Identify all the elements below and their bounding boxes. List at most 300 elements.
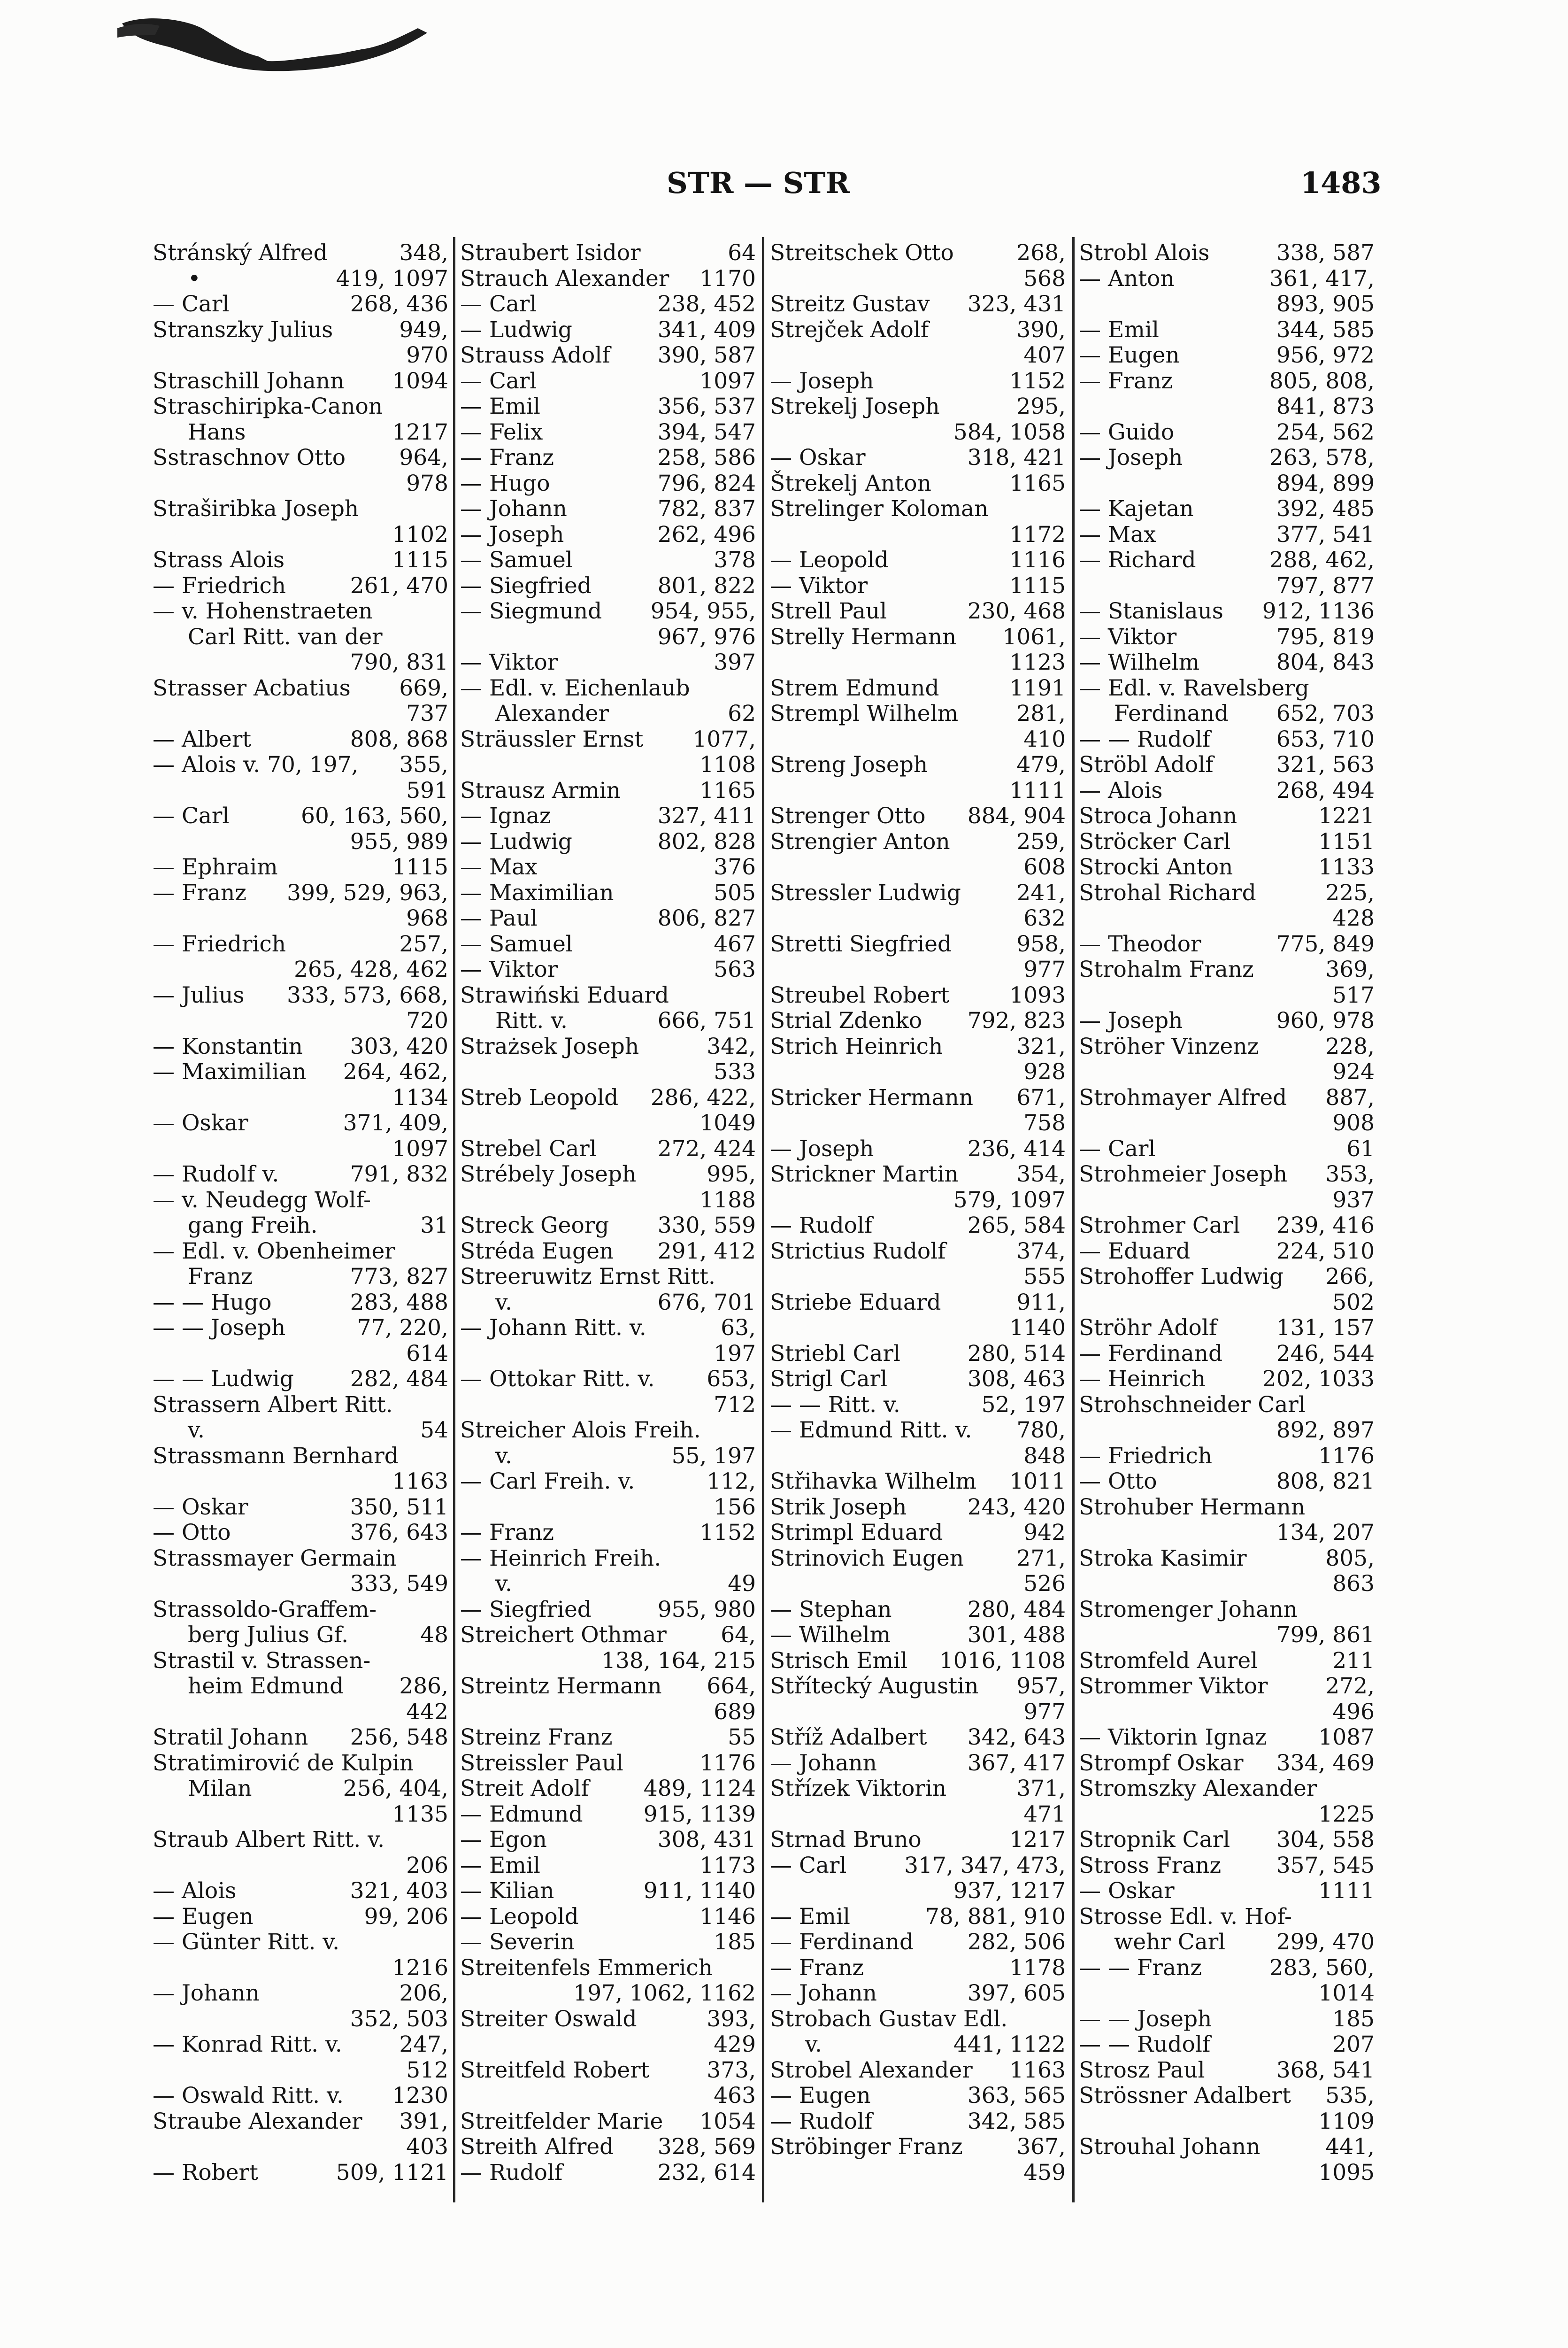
index-entry: [770, 2109, 1066, 2135]
entry-page-refs: 308, 431: [657, 1827, 756, 1853]
entry-name: Strictius Rudolf: [770, 1238, 946, 1264]
index-entry: [1079, 1802, 1375, 1828]
index-entry: [153, 1955, 448, 1981]
index-entry: [153, 1264, 448, 1290]
entry-name: — Otto: [1079, 1468, 1157, 1494]
entry-name: Střihavka Wilhelm: [770, 1468, 977, 1494]
index-entry: [770, 2007, 1066, 2032]
index-entry: [460, 1367, 756, 1392]
entry-name: — Alois: [153, 1878, 237, 1904]
index-entry: [1079, 317, 1375, 343]
index-entry: [153, 1444, 448, 1469]
index-entry: [1079, 2160, 1375, 2186]
index-entry: [153, 906, 448, 932]
entry-page-refs: 317, 347, 473,: [904, 1852, 1066, 1878]
entry-page-refs: 780,: [1016, 1417, 1066, 1443]
index-entry: [153, 957, 448, 983]
index-entry: [1079, 1136, 1375, 1162]
entry-page-refs: 1178: [1009, 1954, 1066, 1981]
entry-page-refs: 330, 559: [657, 1213, 756, 1238]
index-entry: [770, 1059, 1066, 1085]
index-entry: [1079, 1725, 1375, 1751]
entry-page-refs: 185: [714, 1929, 756, 1955]
entry-name: v.: [495, 1289, 512, 1315]
entry-name: v.: [188, 1417, 205, 1443]
entry-page-refs: 892, 897: [1276, 1417, 1375, 1443]
entry-name: — Julius: [153, 982, 245, 1008]
entry-page-refs: 399, 529, 963,: [287, 880, 448, 906]
index-entry: [1079, 880, 1375, 906]
entry-page-refs: 286, 422,: [650, 1084, 756, 1111]
entry-page-refs: 942: [1023, 1520, 1066, 1545]
entry-page-refs: 1102: [392, 521, 448, 548]
entry-name: — Viktor: [460, 649, 558, 675]
entry-name: Straube Alexander: [153, 2108, 362, 2134]
entry-page-refs: 338, 587: [1276, 240, 1375, 266]
entry-page-refs: 1151: [1318, 828, 1375, 855]
index-entry: [770, 1469, 1066, 1495]
entry-name: — Ignaz: [460, 803, 551, 829]
entry-name: — Ludwig: [460, 828, 572, 855]
index-entry: [153, 1111, 448, 1136]
entry-page-refs: 299, 470: [1276, 1929, 1375, 1955]
index-entry: [153, 1597, 448, 1623]
entry-page-refs: 353,: [1325, 1161, 1375, 1187]
entry-page-refs: 796, 824: [657, 470, 756, 496]
entry-page-refs: 206: [406, 1852, 448, 1878]
entry-page-refs: 509, 1121: [336, 2159, 448, 2186]
entry-name: berg Julius Gf.: [188, 1622, 349, 1648]
entry-page-refs: 49: [728, 1571, 756, 1597]
entry-name: Stressler Ludwig: [770, 880, 961, 906]
entry-name: •: [188, 265, 201, 292]
index-entry: [770, 1341, 1066, 1367]
index-entry: [770, 803, 1066, 829]
index-entry: [770, 1904, 1066, 1930]
entry-name: — Maximilian: [153, 1059, 307, 1085]
entry-name: — Joseph: [770, 368, 874, 394]
index-entry: [153, 522, 448, 548]
entry-page-refs: 378: [714, 547, 756, 573]
entry-name: Strimpl Eduard: [770, 1520, 943, 1545]
index-entry: [770, 1162, 1066, 1188]
index-entry: [153, 1008, 448, 1034]
index-entry: [153, 2007, 448, 2032]
index-entry: [770, 855, 1066, 880]
entry-name: — Hugo: [460, 470, 550, 496]
index-entry: [460, 932, 756, 958]
entry-name: Strassmayer Germain: [153, 1545, 397, 1571]
index-entry: [1079, 420, 1375, 446]
entry-page-refs: 407: [1023, 342, 1066, 368]
entry-name: — Carl: [460, 291, 537, 317]
entry-name: — Johann: [153, 1980, 260, 2006]
entry-page-refs: 1217: [392, 419, 448, 445]
index-entry: [460, 855, 756, 880]
entry-page-refs: 1116: [1009, 547, 1066, 573]
entry-page-refs: 112,: [707, 1468, 756, 1494]
entry-name: — Konrad Ritt. v.: [153, 2031, 342, 2057]
entry-name: — Franz: [770, 1954, 864, 1981]
entry-page-refs: 1163: [392, 1468, 448, 1494]
entry-page-refs: 64: [728, 240, 756, 266]
index-entry: [153, 1751, 448, 1776]
index-entry: [770, 1546, 1066, 1572]
index-entry: [770, 1622, 1066, 1648]
entry-name: Strohuber Hermann: [1079, 1494, 1306, 1520]
index-entry: [153, 1853, 448, 1879]
index-entry: [460, 1213, 756, 1239]
index-entry: [1079, 1930, 1375, 1955]
entry-name: — Eugen: [153, 1903, 254, 1930]
entry-name: — Ottokar Ritt. v.: [460, 1366, 655, 1392]
entry-page-refs: 808, 821: [1276, 1468, 1375, 1494]
entry-name: Streitfeld Robert: [460, 2057, 650, 2083]
index-entry: [770, 2083, 1066, 2109]
index-entry: [460, 1264, 756, 1290]
entry-page-refs: 563: [714, 957, 756, 982]
index-entry: [1079, 752, 1375, 778]
index-entry: [153, 292, 448, 317]
entry-name: — v. Hohenstraeten: [153, 598, 373, 624]
entry-page-refs: 367, 417: [967, 1750, 1066, 1776]
entry-name: Strosz Paul: [1079, 2057, 1205, 2083]
entry-name: Strohalm Franz: [1079, 957, 1254, 982]
entry-page-refs: 371,: [1016, 1776, 1066, 1801]
entry-name: v.: [495, 1443, 512, 1469]
entry-page-refs: 344, 585: [1276, 317, 1375, 343]
index-entry: [770, 1981, 1066, 2007]
entry-page-refs: 243, 420: [967, 1494, 1066, 1520]
entry-page-refs: 505: [714, 880, 756, 906]
entry-page-refs: 689: [714, 1699, 756, 1725]
entry-name: Ritt. v.: [495, 1008, 568, 1034]
index-entry: [153, 1367, 448, 1392]
entry-page-refs: 632: [1023, 905, 1066, 931]
entry-page-refs: 1133: [1318, 854, 1375, 880]
entry-name: — Kilian: [460, 1878, 554, 1904]
entry-page-refs: 955, 980: [657, 1596, 756, 1622]
entry-page-refs: 60, 163, 560,: [301, 803, 448, 829]
entry-name: v.: [495, 1571, 512, 1597]
entry-name: — Anton: [1079, 265, 1175, 292]
entry-name: Streitschek Otto: [770, 240, 954, 266]
entry-name: Straširibka Joseph: [153, 496, 359, 522]
entry-page-refs: 259,: [1016, 828, 1066, 855]
entry-page-refs: 908: [1332, 1110, 1375, 1136]
entry-page-refs: 954, 955,: [650, 598, 756, 624]
index-entry: [770, 420, 1066, 446]
entry-page-refs: 185: [1332, 2006, 1375, 2032]
index-entry: [1079, 1469, 1375, 1495]
index-entry: [770, 880, 1066, 906]
entry-page-refs: 1152: [1009, 368, 1066, 394]
entry-name: — Eugen: [770, 2083, 871, 2109]
index-entry: [153, 1725, 448, 1751]
entry-page-refs: 48: [420, 1622, 448, 1648]
index-entry: [153, 1827, 448, 1853]
entry-page-refs: 390,: [1016, 317, 1066, 343]
entry-page-refs: 369,: [1325, 957, 1375, 982]
entry-name: — Oskar: [770, 445, 866, 471]
index-entry: [1079, 1955, 1375, 1981]
entry-name: Strickner Martin: [770, 1161, 959, 1187]
index-entry: [770, 573, 1066, 599]
entry-name: Strelinger Koloman: [770, 496, 989, 522]
entry-name: Stross Franz: [1079, 1852, 1222, 1878]
entry-page-refs: 479,: [1016, 752, 1066, 778]
entry-name: Streichert Othmar: [460, 1622, 667, 1648]
index-entry: [1079, 2109, 1375, 2135]
entry-page-refs: 1087: [1318, 1724, 1375, 1750]
entry-page-refs: 334, 469: [1276, 1750, 1375, 1776]
entry-page-refs: 955, 989: [350, 828, 448, 855]
entry-page-refs: 915, 1139: [643, 1801, 756, 1827]
entry-page-refs: 295,: [1016, 394, 1066, 419]
index-entry: [1079, 957, 1375, 983]
entry-page-refs: 712: [714, 1391, 756, 1418]
entry-page-refs: 356, 537: [657, 394, 756, 419]
entry-name: — v. Neudegg Wolf-: [153, 1187, 371, 1213]
entry-name: — Eduard: [1079, 1238, 1191, 1264]
entry-page-refs: 608: [1023, 854, 1066, 880]
index-entry: [460, 292, 756, 317]
entry-page-refs: 977: [1023, 957, 1066, 982]
entry-name: Strobach Gustav Edl.: [770, 2006, 1008, 2032]
entry-page-refs: 286,: [399, 1673, 448, 1699]
entry-name: Stratil Johann: [153, 1724, 308, 1750]
entry-page-refs: 247,: [399, 2031, 448, 2057]
entry-name: — Edl. v. Ravelsberg: [1079, 675, 1309, 701]
entry-name: — Oskar: [153, 1494, 248, 1520]
index-entry: [153, 1239, 448, 1265]
index-column-3: [770, 240, 1066, 2213]
index-entry: [153, 1418, 448, 1444]
index-entry: [1079, 803, 1375, 829]
index-entry: [770, 752, 1066, 778]
entry-page-refs: 1016, 1108: [939, 1647, 1066, 1674]
index-entry: [460, 394, 756, 420]
index-entry: [770, 701, 1066, 727]
index-entry: [460, 2109, 756, 2135]
index-entry: [460, 1034, 756, 1060]
entry-name: Ströhr Adolf: [1079, 1315, 1217, 1341]
entry-page-refs: 1115: [1009, 572, 1066, 599]
entry-name: Streicher Alois Freih.: [460, 1417, 701, 1443]
entry-name: — Emil: [460, 394, 540, 419]
entry-name: — Emil: [460, 1852, 540, 1878]
entry-name: — Carl: [460, 368, 537, 394]
entry-name: — Rudolf: [460, 2159, 563, 2186]
index-entry: [153, 240, 448, 266]
index-entry: [1079, 855, 1375, 880]
index-entry: [1079, 1597, 1375, 1623]
index-entry: [460, 471, 756, 497]
entry-name: — Franz: [153, 880, 247, 906]
index-entry: [770, 1751, 1066, 1776]
index-entry: [460, 1495, 756, 1521]
entry-page-refs: 512: [406, 2057, 448, 2083]
entry-name: Ströher Vinzenz: [1079, 1033, 1259, 1059]
entry-page-refs: 230, 468: [967, 598, 1066, 624]
entry-name: — Viktor: [460, 957, 558, 982]
index-entry: [153, 496, 448, 522]
entry-name: Straub Albert Ritt. v.: [153, 1827, 385, 1853]
entry-page-refs: 341, 409: [657, 317, 756, 343]
entry-name: — Heinrich: [1079, 1366, 1206, 1392]
entry-name: Strasser Acbatius: [153, 675, 351, 701]
index-entry: [460, 1008, 756, 1034]
index-entry: [460, 880, 756, 906]
entry-page-refs: 419, 1097: [336, 265, 448, 292]
entry-page-refs: 138, 164, 215: [601, 1647, 756, 1674]
entry-page-refs: 264, 462,: [343, 1059, 448, 1085]
entry-name: — Viktor: [770, 572, 868, 599]
index-entry: [460, 752, 756, 778]
entry-name: Strouhal Johann: [1079, 2134, 1261, 2160]
index-entry: [1079, 1520, 1375, 1546]
entry-name: Ströcker Carl: [1079, 828, 1231, 855]
index-entry: [770, 471, 1066, 497]
entry-page-refs: 134, 207: [1276, 1520, 1375, 1545]
entry-name: — Carl: [770, 1852, 847, 1878]
index-entry: [153, 420, 448, 446]
entry-name: Strauss Adolf: [460, 342, 610, 368]
entry-page-refs: 720: [406, 1008, 448, 1034]
entry-name: Sstraschnov Otto: [153, 445, 346, 471]
entry-page-refs: 342, 643: [967, 1724, 1066, 1750]
entry-name: — Günter Ritt. v.: [153, 1929, 340, 1955]
entry-page-refs: 354,: [1016, 1161, 1066, 1187]
index-entry: [153, 317, 448, 343]
index-entry: [1079, 1418, 1375, 1444]
entry-page-refs: 397, 605: [967, 1980, 1066, 2006]
entry-name: — Guido: [1079, 419, 1175, 445]
entry-page-refs: 211: [1332, 1647, 1375, 1674]
index-entry: [153, 471, 448, 497]
entry-page-refs: 265, 428, 462: [294, 957, 448, 982]
entry-page-refs: 893, 905: [1276, 291, 1375, 317]
entry-name: Strinovich Eugen: [770, 1545, 964, 1571]
index-entry: [1079, 2083, 1375, 2109]
entry-page-refs: 790, 831: [350, 649, 448, 675]
index-entry: [460, 650, 756, 676]
entry-page-refs: 342,: [707, 1033, 756, 1059]
entry-name: — Joseph: [460, 521, 564, 548]
index-entry: [1079, 599, 1375, 625]
entry-page-refs: 1115: [392, 854, 448, 880]
running-title: STR — STR: [667, 166, 850, 200]
entry-page-refs: 357, 545: [1276, 1852, 1375, 1878]
index-entry: [460, 1341, 756, 1367]
entry-name: — Carl Freih. v.: [460, 1468, 635, 1494]
index-entry: [153, 573, 448, 599]
index-entry: [770, 2160, 1066, 2186]
index-entry: [460, 573, 756, 599]
entry-name: Strass Alois: [153, 547, 285, 573]
entry-page-refs: 1191: [1009, 675, 1066, 701]
entry-page-refs: 263, 578,: [1269, 445, 1375, 471]
entry-name: — Joseph: [770, 1135, 874, 1162]
index-entry: [770, 599, 1066, 625]
entry-name: Strohoffer Ludwig: [1079, 1264, 1284, 1290]
index-entry: [1079, 1239, 1375, 1265]
entry-page-refs: 63,: [721, 1315, 756, 1341]
index-entry: [1079, 1827, 1375, 1853]
entry-page-refs: 261, 470: [350, 572, 448, 599]
entry-name: Carl Ritt. van der: [188, 624, 383, 650]
entry-page-refs: 228,: [1325, 1033, 1375, 1059]
index-entry: [460, 420, 756, 446]
index-entry: [153, 1392, 448, 1418]
index-entry: [1079, 1751, 1375, 1776]
index-entry: [1079, 2032, 1375, 2058]
entry-name: — Felix: [460, 419, 543, 445]
index-entry: [460, 2032, 756, 2058]
entry-page-refs: 266,: [1325, 1264, 1375, 1290]
entry-page-refs: 995,: [707, 1161, 756, 1187]
entry-page-refs: 61: [1346, 1135, 1375, 1162]
entry-name: — Leopold: [770, 547, 889, 573]
index-entry: [1079, 1981, 1375, 2007]
index-entry: [1079, 932, 1375, 958]
index-entry: [770, 983, 1066, 1009]
entry-name: Alexander: [495, 701, 609, 726]
index-entry: [153, 650, 448, 676]
entry-name: — Wilhelm: [1079, 649, 1200, 675]
entry-name: — Ephraim: [153, 854, 278, 880]
entry-name: Striebe Eduard: [770, 1289, 941, 1315]
entry-name: — Johann Ritt. v.: [460, 1315, 646, 1341]
index-entry: [770, 1085, 1066, 1111]
entry-page-refs: 471: [1023, 1801, 1066, 1827]
index-entry: [460, 1955, 756, 1981]
entry-page-refs: 792, 823: [967, 1008, 1066, 1034]
entry-page-refs: 804, 843: [1276, 649, 1375, 675]
index-entry: [460, 1239, 756, 1265]
entry-name: Stroca Johann: [1079, 803, 1237, 829]
entry-name: — Edl. v. Obenheimer: [153, 1238, 395, 1264]
entry-page-refs: 664,: [707, 1673, 756, 1699]
entry-page-refs: 361, 417,: [1269, 265, 1375, 292]
entry-page-refs: 271,: [1016, 1545, 1066, 1571]
entry-page-refs: 283, 560,: [1269, 1954, 1375, 1981]
entry-page-refs: 956, 972: [1276, 342, 1375, 368]
entry-page-refs: 1176: [699, 1750, 756, 1776]
index-column-2: [460, 240, 756, 2213]
entry-name: — Viktorin Ignaz: [1079, 1724, 1267, 1750]
entry-page-refs: 280, 484: [967, 1596, 1066, 1622]
index-entry: [460, 1315, 756, 1341]
entry-name: Ströbl Adolf: [1079, 752, 1214, 778]
entry-name: — Ferdinand: [1079, 1340, 1223, 1367]
entry-name: Strohmayer Alfred: [1079, 1084, 1287, 1111]
entry-page-refs: 390, 587: [657, 342, 756, 368]
index-entry: [1079, 1546, 1375, 1572]
entry-page-refs: 555: [1023, 1264, 1066, 1290]
entry-name: — Carl: [153, 803, 230, 829]
index-entry: [770, 394, 1066, 420]
entry-name: Strengier Anton: [770, 828, 950, 855]
entry-name: Streitfelder Marie: [460, 2108, 663, 2134]
index-entry: [460, 1674, 756, 1699]
entry-name: Strompf Oskar: [1079, 1750, 1244, 1776]
index-entry: [153, 1674, 448, 1699]
entry-page-refs: 1123: [1009, 649, 1066, 675]
index-entry: [770, 625, 1066, 650]
index-entry: [460, 1162, 756, 1188]
entry-page-refs: 848: [1023, 1443, 1066, 1469]
